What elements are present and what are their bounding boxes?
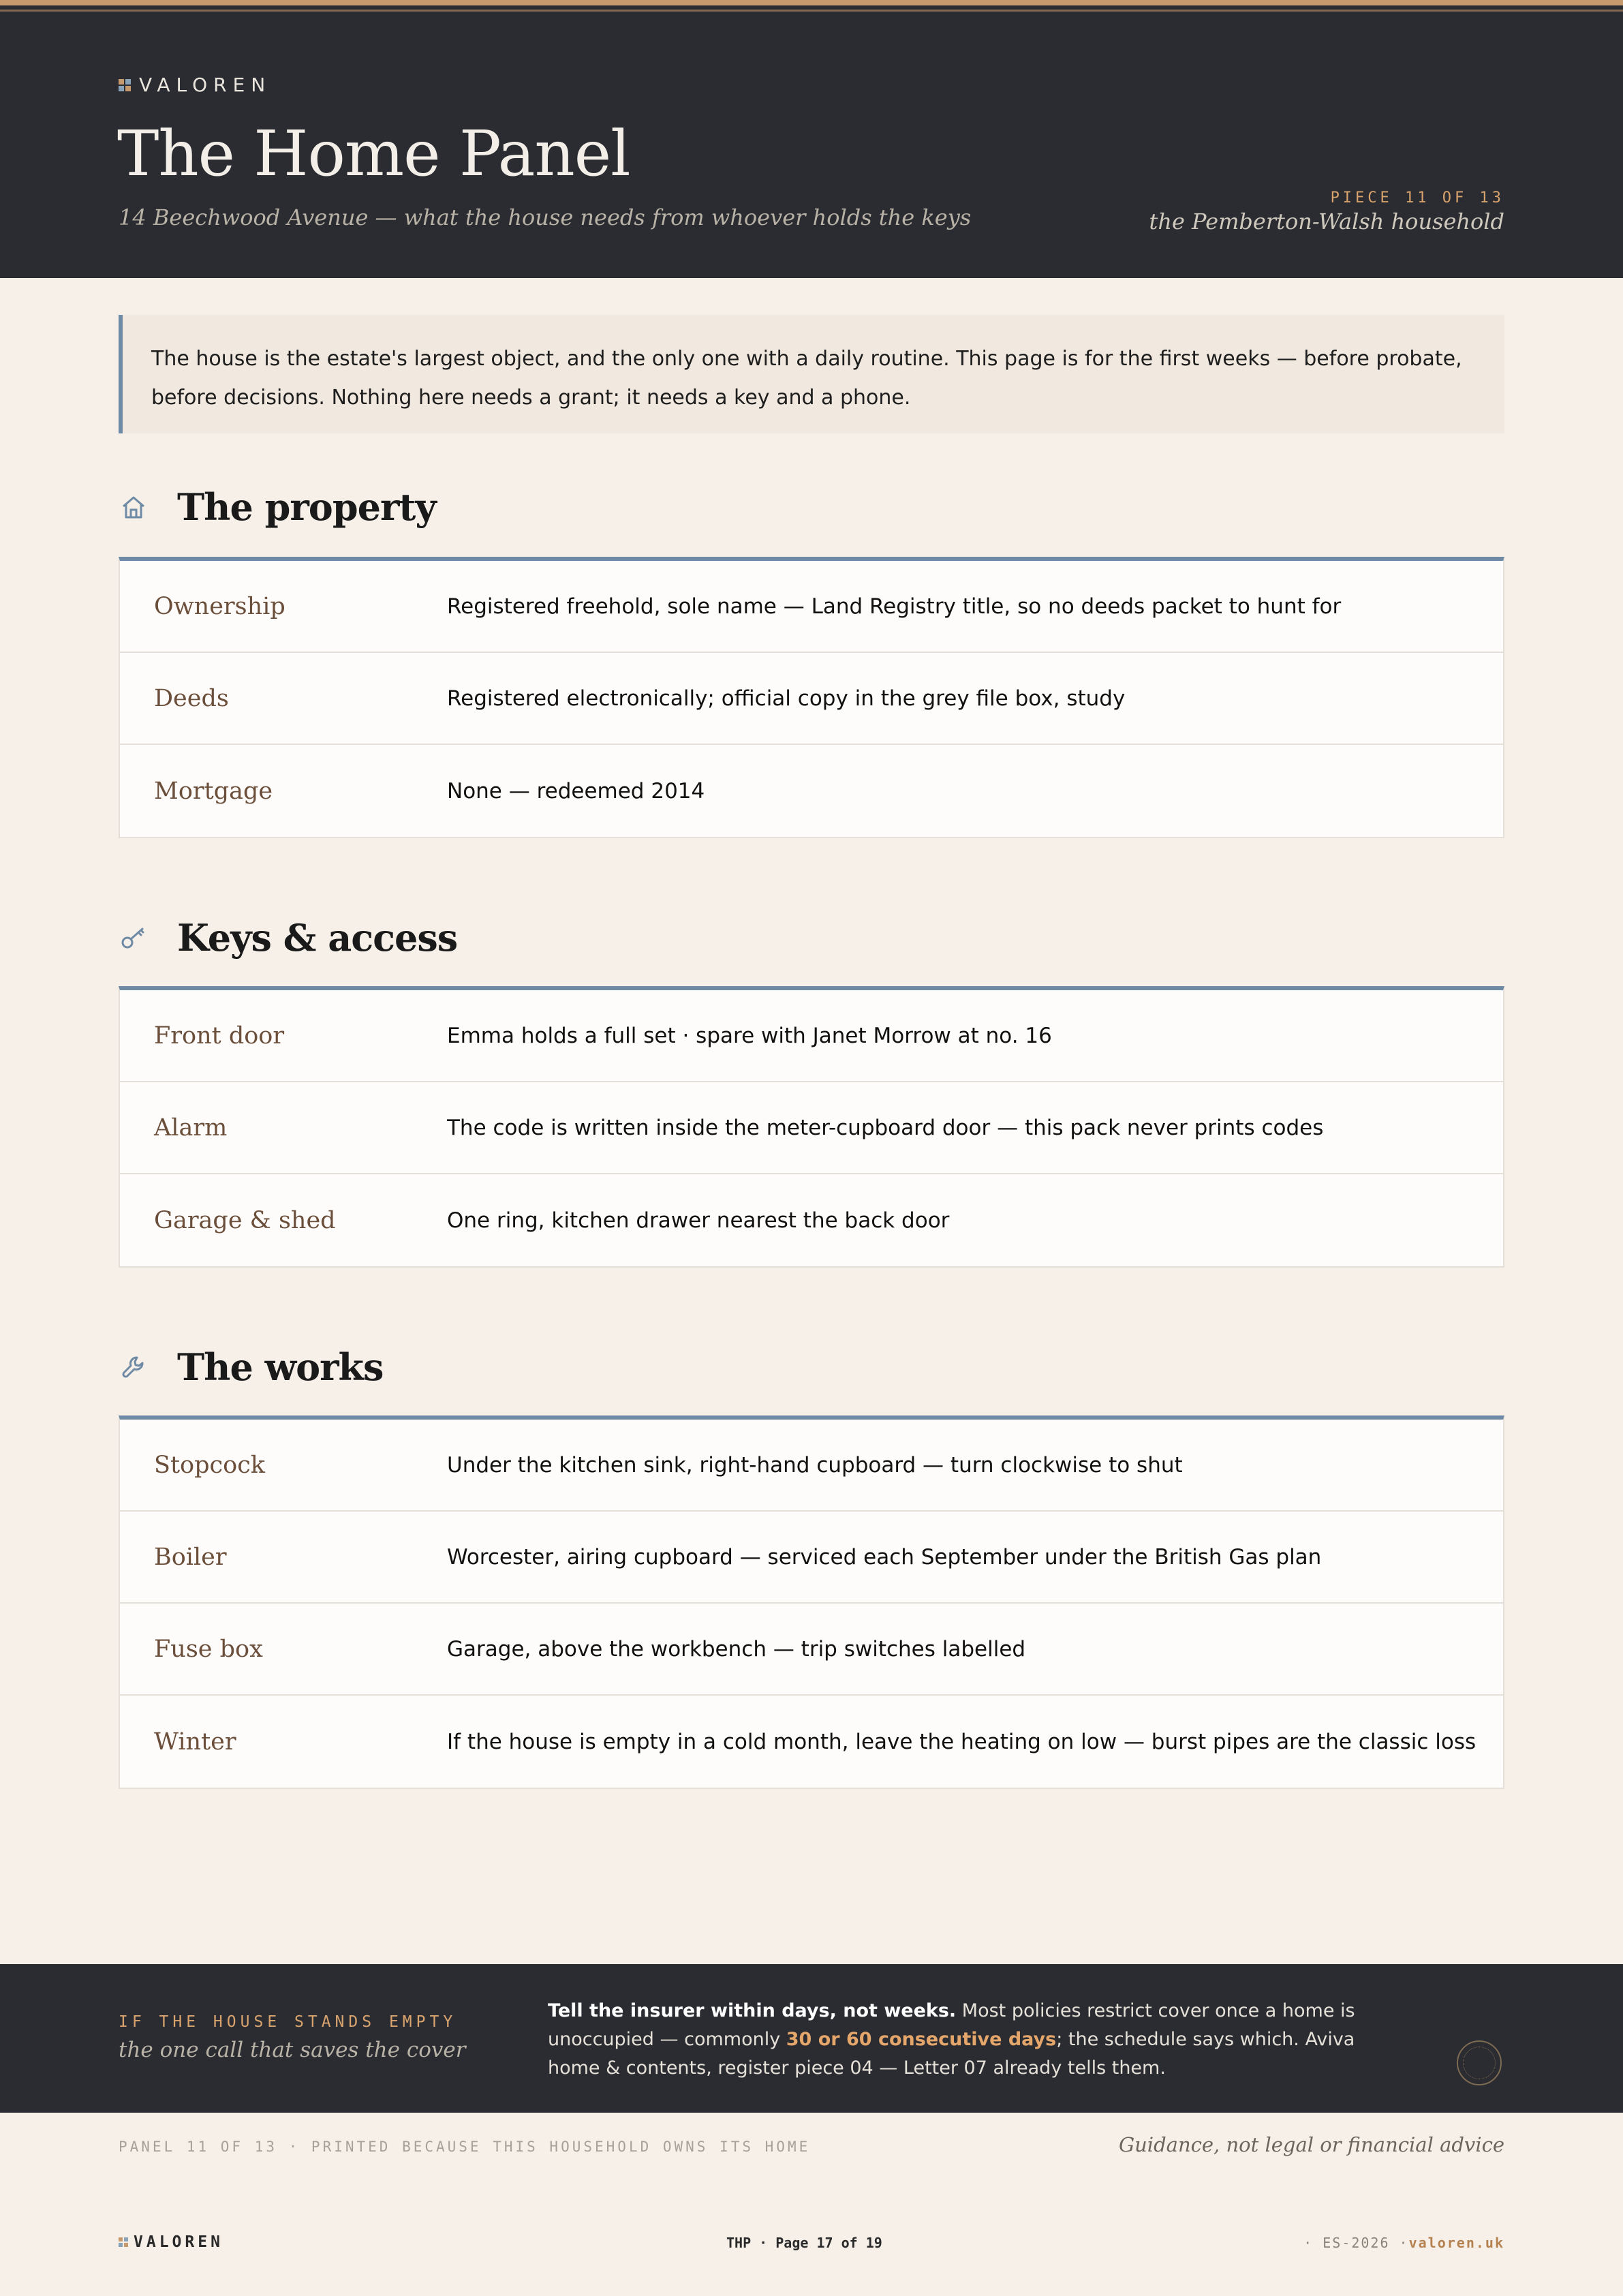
- table-row: [120, 1082, 1503, 1174]
- row-value: If the house is empty in a cold month, leave the heating on low — burst pipes are the classic loss: [447, 1729, 1477, 1754]
- header-top-rule: [0, 0, 1623, 5]
- intro-note: The house is the estate's largest object, and the only one with a daily routine. This page is for the first weeks — before probate, before decisions. Nothing here needs a grant; it needs a key and a phone.: [119, 315, 1504, 433]
- callout-body: [548, 1997, 1406, 2083]
- edition-code: · ES-2026 ·: [1303, 2235, 1409, 2251]
- callout-text-part-2: ; the schedule says which. Aviva home & contents, register piece 04 — Letter 07 already tells them.: [548, 2029, 1355, 2079]
- edition-info: [1303, 2235, 1504, 2251]
- house-icon: [119, 492, 149, 522]
- section-title: The works: [177, 1345, 384, 1389]
- keys-table: [119, 986, 1504, 1268]
- callout-lead: Tell the insurer within days, not weeks.: [548, 2000, 957, 2021]
- row-label: Winter: [154, 1728, 236, 1756]
- row-label: Fuse box: [154, 1635, 263, 1663]
- table-row: [120, 561, 1503, 653]
- table-row: [120, 745, 1503, 837]
- table-row: [120, 1604, 1503, 1696]
- row-value: None — redeemed 2014: [447, 778, 705, 803]
- callout-subtitle: the one call that saves the cover: [119, 2038, 466, 2062]
- section-title: Keys & access: [177, 916, 458, 960]
- callout-kicker: IF THE HOUSE STANDS EMPTY: [119, 2013, 457, 2031]
- row-value: One ring, kitchen drawer nearest the back door: [447, 1208, 950, 1233]
- brand-logo: [119, 74, 271, 96]
- row-label: Ownership: [154, 592, 285, 620]
- logo-grid-icon: [119, 79, 131, 91]
- logo-grid-icon: [119, 2237, 128, 2247]
- wrench-icon: [119, 1352, 149, 1382]
- footer-brand-name: VALOREN: [134, 2233, 223, 2251]
- row-label: Stopcock: [154, 1451, 266, 1479]
- row-value: Registered electronically; official copy in the grey file box, study: [447, 686, 1126, 711]
- household-name: the Pemberton-Walsh household: [1149, 209, 1504, 234]
- table-row: [120, 1696, 1503, 1788]
- page-number: THP · Page 17 of 19: [726, 2235, 882, 2251]
- page-subtitle: 14 Beechwood Avenue — what the house needs from whoever holds the keys: [119, 204, 972, 230]
- section-header-keys: [119, 916, 457, 960]
- key-icon: [119, 923, 149, 953]
- section-header-property: [119, 485, 436, 529]
- header: [0, 0, 1623, 278]
- section-header-works: [119, 1345, 383, 1389]
- row-value: Emma holds a full set · spare with Janet Morrow at no. 16: [447, 1023, 1052, 1048]
- table-row: [120, 653, 1503, 745]
- row-label: Mortgage: [154, 777, 273, 805]
- row-label: Garage & shed: [154, 1206, 336, 1234]
- section-title: The property: [177, 485, 436, 529]
- page-title: The Home Panel: [117, 117, 630, 190]
- footer-brand: [119, 2233, 223, 2251]
- piece-label: PIECE 11 OF 13: [1330, 189, 1504, 206]
- table-row: [120, 1174, 1503, 1266]
- brand-name: VALOREN: [139, 74, 272, 96]
- row-value: Registered freehold, sole name — Land Registry title, so no deeds packet to hunt for: [447, 594, 1342, 619]
- row-value: The code is written inside the meter-cupboard door — this pack never prints codes: [447, 1115, 1324, 1140]
- seal-stamp-icon: [1457, 2040, 1502, 2085]
- callout-text-part-1: Most policies restrict cover once a home is unoccupied — commonly: [548, 2000, 1355, 2050]
- site-link[interactable]: valoren.uk: [1408, 2235, 1504, 2251]
- panel-note: PANEL 11 OF 13 · PRINTED BECAUSE THIS HOUSEHOLD OWNS ITS HOME: [119, 2139, 811, 2155]
- row-label: Front door: [154, 1022, 285, 1050]
- table-row: [120, 990, 1503, 1082]
- row-value: Worcester, airing cupboard — serviced each September under the British Gas plan: [447, 1544, 1322, 1570]
- row-label: Deeds: [154, 684, 229, 712]
- row-value: Garage, above the workbench — trip switches labelled: [447, 1636, 1026, 1662]
- table-row: [120, 1512, 1503, 1604]
- row-value: Under the kitchen sink, right-hand cupboard — turn clockwise to shut: [447, 1452, 1183, 1478]
- disclaimer: Guidance, not legal or financial advice: [1118, 2133, 1504, 2156]
- empty-house-callout: [0, 1964, 1623, 2113]
- property-table: [119, 557, 1504, 838]
- row-label: Alarm: [154, 1114, 228, 1142]
- callout-highlight: 30 or 60 consecutive days: [786, 2029, 1057, 2050]
- row-label: Boiler: [154, 1543, 227, 1571]
- works-table: [119, 1415, 1504, 1789]
- table-row: [120, 1420, 1503, 1512]
- header-second-rule: [0, 10, 1623, 12]
